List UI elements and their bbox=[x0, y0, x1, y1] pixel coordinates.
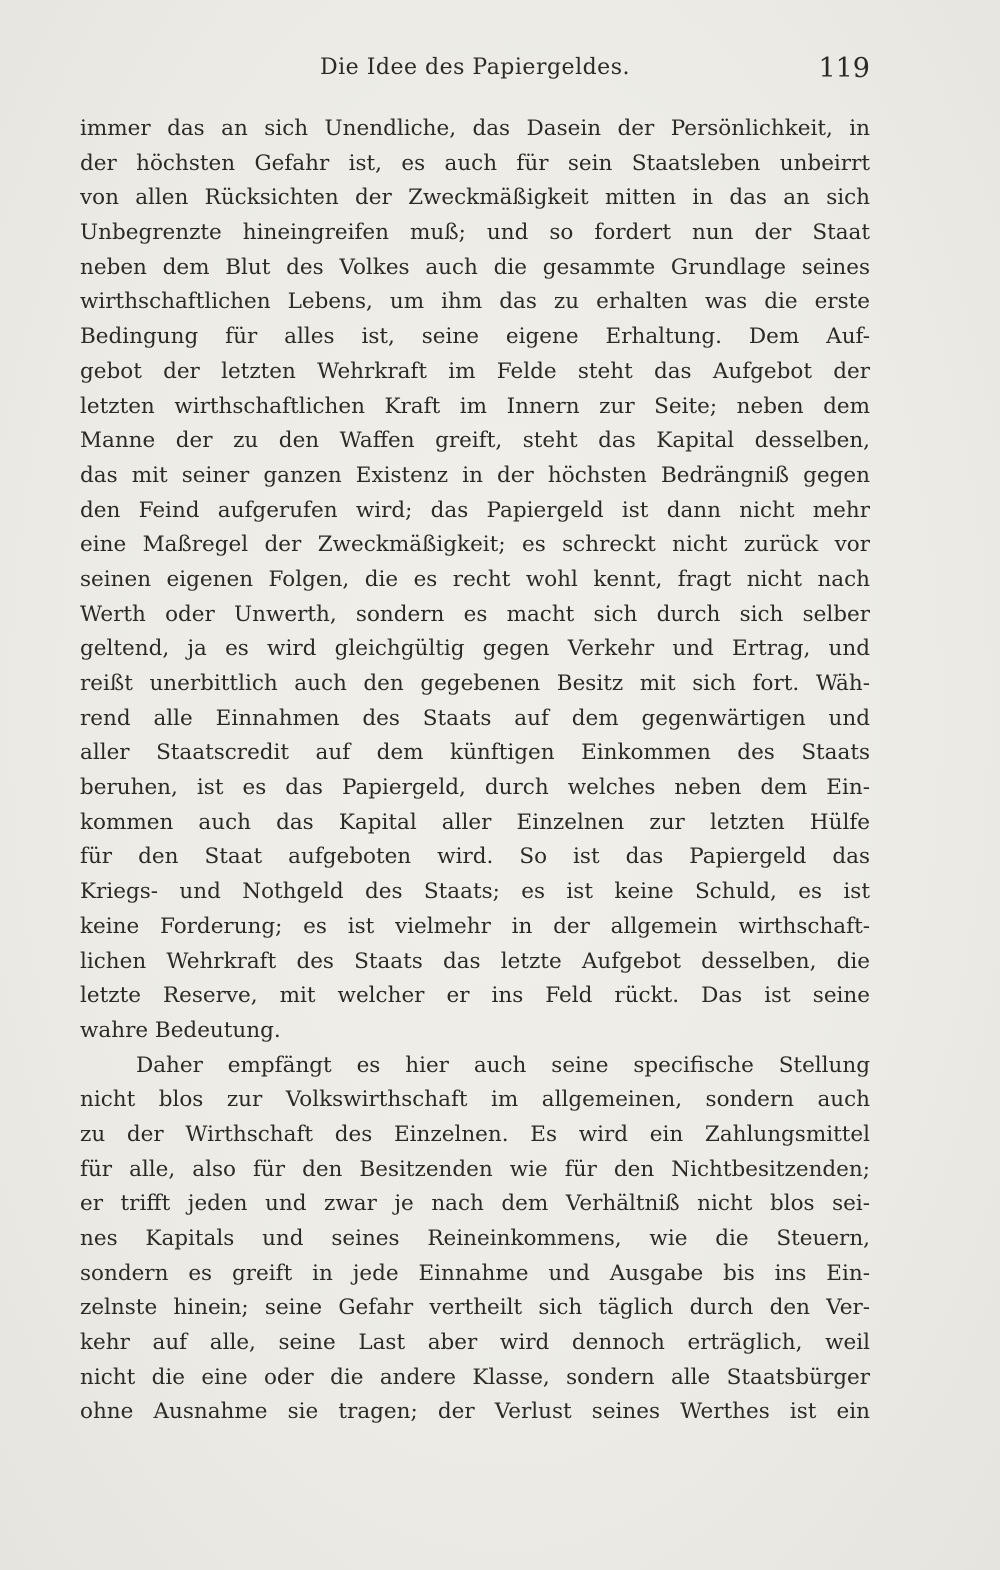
text-line: Manne der zu den Waffen greift, steht das Kapital desselben, bbox=[80, 428, 870, 454]
text-line: aller Staatscredit auf dem künftigen Einkommen des Staats bbox=[80, 740, 870, 766]
text-line: für den Staat aufgeboten wird. So ist das Papiergeld das bbox=[80, 844, 870, 870]
paragraph-1 bbox=[80, 112, 870, 1049]
text-line: geltend, ja es wird gleichgültig gegen Verkehr und Ertrag, und bbox=[80, 636, 870, 662]
text-line: rend alle Einnahmen des Staats auf dem gegenwärtigen und bbox=[80, 705, 870, 731]
text-line: immer das an sich Unendliche, das Dasein der Persönlichkeit, in bbox=[80, 116, 870, 141]
text-line: letzte Reserve, mit welcher er ins Feld rückt. Das ist seine bbox=[80, 983, 870, 1009]
text-line: Werth oder Unwerth, sondern es macht sich durch sich selber bbox=[80, 601, 870, 627]
text-line: Bedingung für alles ist, seine eigene Erhaltung. Dem Auf- bbox=[80, 324, 870, 350]
text-line: das mit seiner ganzen Existenz in der höchsten Bedrängniß gegen bbox=[80, 462, 870, 488]
text-line: keine Forderung; es ist vielmehr in der allgemein wirthschaft- bbox=[80, 913, 870, 939]
running-head bbox=[80, 55, 870, 91]
text-line: sondern es greift in jede Einnahme und Ausgabe bis ins Ein- bbox=[80, 1260, 870, 1286]
text-line: gebot der letzten Wehrkraft im Felde steht das Aufgebot der bbox=[80, 358, 870, 384]
text-line: seinen eigenen Folgen, die es recht wohl kennt, fragt nicht nach bbox=[80, 566, 870, 592]
text-line: kehr auf alle, seine Last aber wird dennoch erträglich, weil bbox=[80, 1330, 870, 1356]
text-line: er trifft jeden und zwar je nach dem Verhältniß nicht blos sei- bbox=[80, 1191, 870, 1217]
text-line: Unbegrenzte hineingreifen muß; und so fordert nun der Staat bbox=[80, 220, 870, 246]
paragraph-2 bbox=[80, 1049, 870, 1431]
text-line: den Feind aufgerufen wird; das Papiergeld ist dann nicht mehr bbox=[80, 497, 870, 523]
text-line: von allen Rücksichten der Zweckmäßigkeit mitten in das an sich bbox=[80, 185, 870, 211]
text-line: zu der Wirthschaft des Einzelnen. Es wird ein Zahlungsmittel bbox=[80, 1121, 870, 1147]
text-line: letzten wirthschaftlichen Kraft im Innern zur Seite; neben dem bbox=[80, 393, 870, 419]
running-title: Die Idee des Papiergeldes. bbox=[320, 55, 630, 80]
text-line: nicht die eine oder die andere Klasse, sondern alle Staatsbürger bbox=[80, 1364, 870, 1390]
text-line: wahre Bedeutung. bbox=[80, 1017, 281, 1043]
body-text bbox=[80, 112, 870, 1430]
text-line: der höchsten Gefahr ist, es auch für sein Staatsleben unbeirrt bbox=[80, 150, 870, 176]
text-line: reißt unerbittlich auch den gegebenen Besitz mit sich fort. Wäh- bbox=[80, 671, 870, 696]
text-line: für alle, also für den Besitzenden wie für den Nichtbesitzenden; bbox=[80, 1156, 870, 1182]
text-line: nes Kapitals und seines Reineinkommens, wie die Steuern, bbox=[80, 1226, 870, 1251]
text-line: Daher empfängt es hier auch seine specifische Stellung bbox=[136, 1052, 870, 1078]
text-line: wirthschaftlichen Lebens, um ihm das zu erhalten was die erste bbox=[80, 289, 870, 315]
text-line: lichen Wehrkraft des Staats das letzte Aufgebot desselben, die bbox=[80, 948, 870, 974]
text-line: ohne Ausnahme sie tragen; der Verlust seines Werthes ist ein bbox=[80, 1399, 870, 1425]
text-line: eine Maßregel der Zweckmäßigkeit; es schreckt nicht zurück vor bbox=[80, 532, 870, 558]
text-line: nicht blos zur Volkswirthschaft im allgemeinen, sondern auch bbox=[80, 1087, 870, 1113]
text-line: zelnste hinein; seine Gefahr vertheilt sich täglich durch den Ver- bbox=[80, 1295, 870, 1321]
page-number: 119 bbox=[818, 53, 870, 84]
text-line: kommen auch das Kapital aller Einzelnen zur letzten Hülfe bbox=[80, 809, 870, 835]
text-line: beruhen, ist es das Papiergeld, durch welches neben dem Ein- bbox=[80, 775, 870, 801]
text-line: neben dem Blut des Volkes auch die gesammte Grundlage seines bbox=[80, 254, 870, 280]
text-line: Kriegs- und Nothgeld des Staats; es ist keine Schuld, es ist bbox=[80, 879, 870, 905]
